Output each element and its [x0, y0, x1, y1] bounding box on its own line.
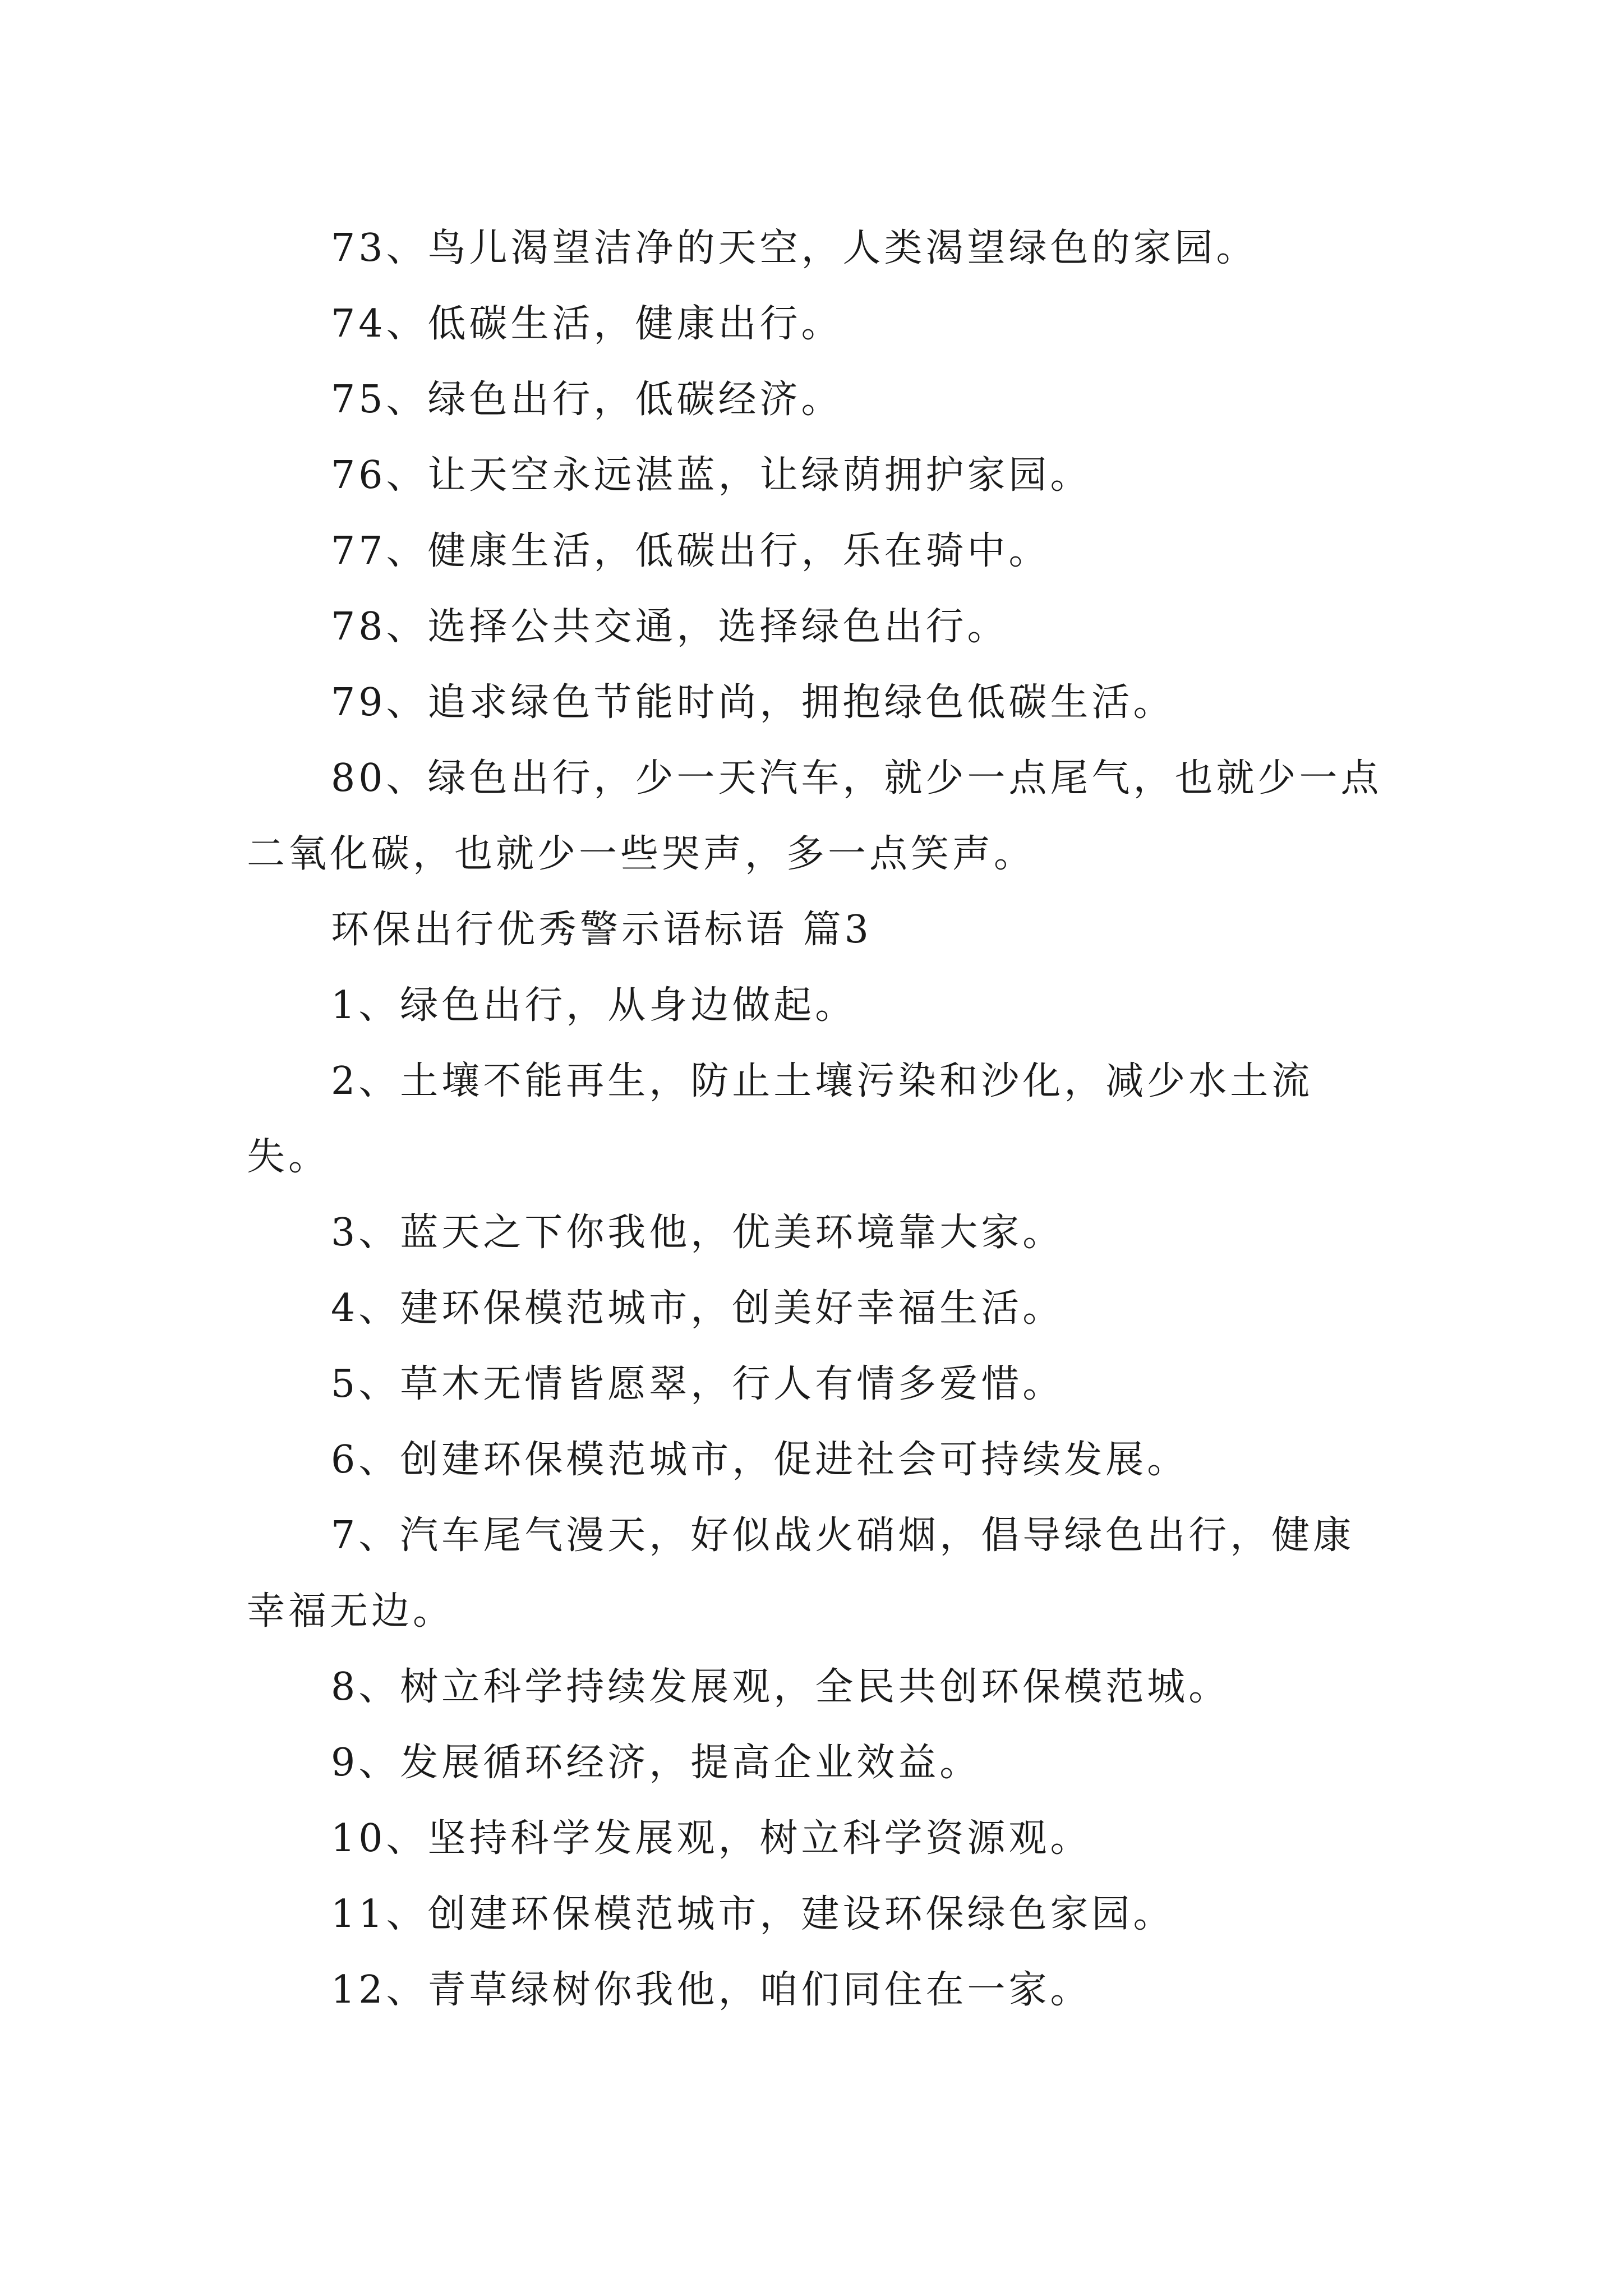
slogan-line-74: 74、低碳生活，健康出行。	[331, 302, 843, 346]
slogan-line-77: 77、健康生活，低碳出行，乐在骑中。	[331, 529, 1050, 573]
slogan-line-6: 6、创建环保模范城市，促进社会可持续发展。	[331, 1438, 1189, 1482]
slogan-line-2: 2、土壤不能再生，防止土壤污染和沙化，减少水土流失。	[247, 1059, 1313, 1179]
slogan-line-7: 7、汽车尾气漫天，好似战火硝烟，倡导绿色出行，健康幸福无边。	[247, 1513, 1355, 1634]
slogan-line-78: 78、选择公共交通，选择绿色出行。	[331, 605, 1009, 649]
slogan-line-4: 4、建环保模范城市，创美好幸福生活。	[331, 1286, 1064, 1331]
document-body	[247, 210, 1385, 2028]
slogan-line-8: 8、树立科学持续发展观，全民共创环保模范城。	[331, 1665, 1230, 1709]
slogan-line-3: 3、蓝天之下你我他，优美环境靠大家。	[331, 1211, 1064, 1255]
slogan-line-75: 75、绿色出行，低碳经济。	[331, 378, 843, 422]
section-heading: 环保出行优秀警示语标语 篇3	[331, 908, 872, 952]
slogan-line-80: 80、绿色出行，少一天汽车，就少一点尾气，也就少一点二氧化碳，也就少一些哭声，多一点笑声。	[247, 756, 1382, 876]
slogan-line-9: 9、发展循环经济，提高企业效益。	[331, 1741, 981, 1785]
slogan-line-79: 79、追求绿色节能时尚，拥抱绿色低碳生活。	[331, 680, 1175, 725]
slogan-line-5: 5、草木无情皆愿翠，行人有情多爱惜。	[331, 1362, 1064, 1406]
slogan-line-73: 73、鸟儿渴望洁净的天空，人类渴望绿色的家园。	[331, 226, 1258, 270]
slogan-line-11: 11、创建环保模范城市，建设环保绿色家园。	[331, 1892, 1175, 1936]
slogan-line-10: 10、坚持科学发展观，树立科学资源观。	[331, 1816, 1092, 1861]
slogan-line-76: 76、让天空永远湛蓝，让绿荫拥护家园。	[331, 453, 1092, 498]
slogan-line-12: 12、青草绿树你我他，咱们同住在一家。	[331, 1968, 1092, 2012]
slogan-line-1: 1、绿色出行，从身边做起。	[331, 983, 857, 1028]
